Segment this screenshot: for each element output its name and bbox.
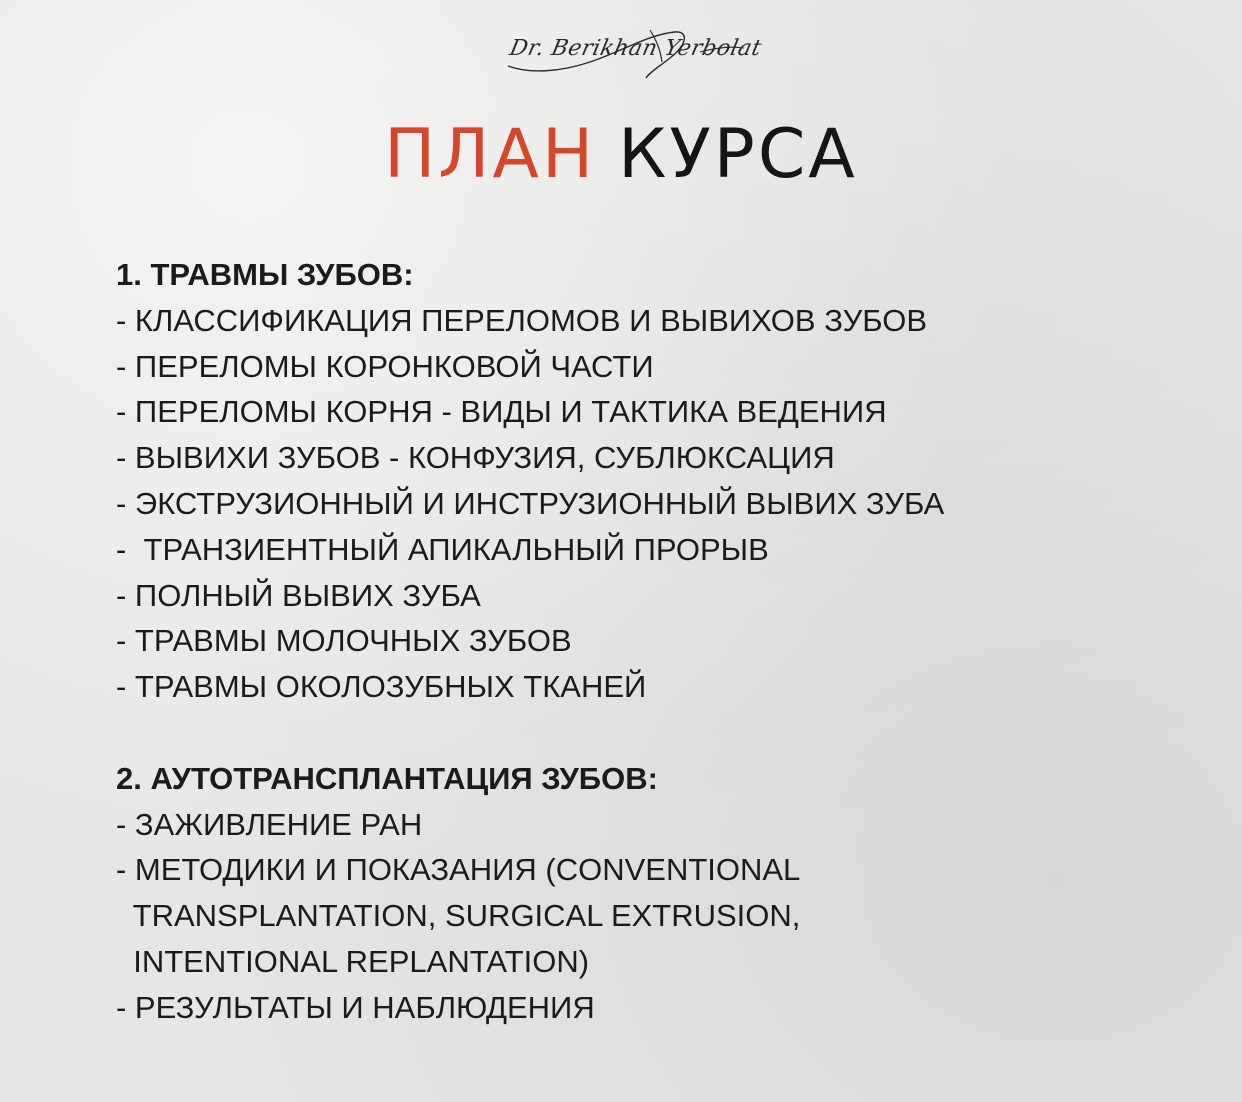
list-item: - КЛАССИФИКАЦИЯ ПЕРЕЛОМОВ И ВЫВИХОВ ЗУБОВ <box>116 302 928 338</box>
list-item: - ТРАНЗИЕНТНЫЙ АПИКАЛЬНЫЙ ПРОРЫВ <box>116 531 769 567</box>
list-item: INTENTIONAL REPLANTATION) <box>116 943 590 979</box>
list-item: - ЭКСТРУЗИОННЫЙ И ИНСТРУЗИОННЫЙ ВЫВИХ ЗУБА <box>116 485 945 521</box>
list-item: - ТРАВМЫ МОЛОЧНЫХ ЗУБОВ <box>116 623 572 659</box>
list-item: - ПЕРЕЛОМЫ КОРОНКОВОЙ ЧАСТИ <box>116 348 654 384</box>
list-item: - ЗАЖИВЛЕНИЕ РАН <box>116 806 423 842</box>
list-item: - ПЕРЕЛОМЫ КОРНЯ - ВИДЫ И ТАКТИКА ВЕДЕНИЯ <box>116 394 887 430</box>
list-item: - ТРАВМЫ ОКОЛОЗУБНЫХ ТКАНЕЙ <box>116 669 647 705</box>
title-word-plan: ПЛАН <box>384 115 597 194</box>
list-item: - РЕЗУЛЬТАТЫ И НАБЛЮДЕНИЯ <box>116 989 595 1025</box>
list-item: TRANSPLANTATION, SURGICAL EXTRUSION, <box>116 898 801 934</box>
course-plan <box>116 252 1116 1031</box>
page-title <box>0 110 1242 200</box>
list-item: - ВЫВИХИ ЗУБОВ - КОНФУЗИЯ, СУБЛЮКСАЦИЯ <box>116 440 835 476</box>
section1-heading: 1. ТРАВМЫ ЗУБОВ: <box>116 257 414 292</box>
signature-logo <box>500 22 764 82</box>
section-spacer <box>116 710 1116 756</box>
signature-text: Dr. Berikhan Yerbolat <box>507 36 764 61</box>
list-item: - МЕТОДИКИ И ПОКАЗАНИЯ (CONVENTIONAL <box>116 852 801 888</box>
title-word-kursa: КУРСА <box>618 115 858 194</box>
list-item: - ПОЛНЫЙ ВЫВИХ ЗУБА <box>116 577 481 613</box>
section2-heading: 2. АУТОТРАНСПЛАНТАЦИЯ ЗУБОВ: <box>116 760 658 796</box>
